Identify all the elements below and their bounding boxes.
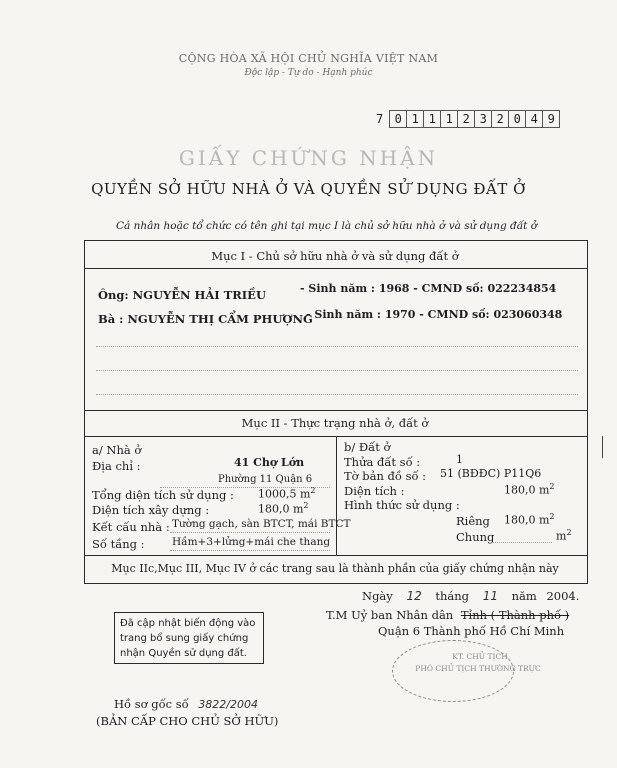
land-label: b/ Đất ở [344, 440, 391, 454]
month-value: 11 [482, 589, 498, 603]
house-label: a/ Nhà ở [92, 443, 142, 457]
intro-text: Cá nhân hoặc tổ chức có tên ghi tại mục I là chủ sở hữu nhà ở và sử dụng đất ở [116, 220, 538, 232]
structure-label: Kết cấu nhà : [92, 520, 170, 534]
private-value [504, 512, 555, 527]
superscript: 2 [303, 501, 309, 510]
land-area-label: Diện tích : [344, 484, 405, 498]
shared-value [556, 528, 572, 543]
superscript: 2 [549, 512, 555, 521]
serial-digit: 1 [441, 110, 458, 128]
day-label: Ngày [362, 589, 393, 603]
serial-digit: 1 [407, 110, 424, 128]
plot-label: Thửa đất số : [344, 455, 421, 469]
owner1-name: Ông: NGUYỄN HẢI TRIỀU [98, 288, 266, 302]
total-area-label: Tổng diện tích sử dụng : [92, 488, 234, 502]
year-value: 2004. [546, 589, 580, 603]
dotted-line [170, 550, 330, 551]
land-area-value [504, 482, 555, 497]
section2-divider-bottom [84, 555, 588, 556]
total-area-value [258, 486, 316, 501]
update-line1: Đã cập nhật biến động vào [120, 618, 256, 629]
serial-cells [389, 108, 560, 127]
section2-column-divider [336, 436, 337, 555]
month-label: tháng [435, 589, 470, 603]
superscript: 2 [549, 482, 555, 491]
superscript: 2 [566, 528, 572, 537]
private-label: Riêng [456, 514, 490, 528]
dotted-line [170, 532, 330, 533]
blank-line [96, 346, 578, 347]
shared-unit: m [556, 529, 567, 543]
serial-digit: 2 [492, 110, 509, 128]
update-line2: trang bổ sung giấy chứng [120, 633, 249, 644]
motto: Độc lập - Tự do - Hạnh phúc [244, 68, 373, 78]
serial-digit: 0 [389, 110, 407, 128]
certificate-title-faded: GIẤY CHỨNG NHẬN [178, 146, 439, 170]
build-area-label: Diện tích xây dựng : [92, 503, 210, 517]
year-label: năm [511, 589, 537, 603]
owner2-name: Bà : NGUYỄN THỊ CẨM PHƯỢNG [98, 312, 313, 326]
superscript: 2 [310, 486, 316, 495]
serial-digit: 4 [526, 110, 543, 128]
section2-heading: Mục II - Thực trạng nhà ở, đất ở [241, 416, 429, 430]
owner1-birth: - Sinh năm : 1968 - CMND số: 022234854 [300, 282, 557, 295]
build-area-value [258, 501, 309, 516]
margin-mark [602, 436, 603, 458]
ward-value: Phường 11 Quận 6 [218, 474, 313, 485]
stamp-line1: KT. CHỦ TỊCH [452, 652, 508, 661]
file-value: 3822/2004 [198, 698, 258, 711]
blank-line [96, 394, 578, 395]
authority [326, 608, 569, 622]
serial-digit: 3 [475, 110, 492, 128]
serial-digit: 1 [424, 110, 441, 128]
file-number [114, 697, 258, 711]
use-label: Hình thức sử dụng : [344, 498, 460, 512]
day-value: 12 [406, 589, 422, 603]
map-value: 51 (BĐĐC) P11Q6 [440, 467, 542, 480]
private-number: 180,0 m [504, 513, 550, 527]
blank-line [96, 370, 578, 371]
address-value: 41 Chợ Lớn [234, 456, 305, 469]
section1-divider [84, 268, 588, 269]
update-line3: nhận Quyền sử dụng đất. [120, 648, 247, 659]
section1-heading: Mục I - Chủ sở hữu nhà ở và sử dụng đất ở [211, 249, 459, 263]
serial-digit: 9 [543, 110, 560, 128]
dotted-line [492, 542, 552, 543]
issue-date [362, 589, 579, 603]
certificate-title: QUYỀN SỞ HỮU NHÀ Ở VÀ QUYỀN SỬ DỤNG ĐẤT Ở [91, 180, 526, 198]
shared-label: Chung [456, 530, 495, 544]
plot-value: 1 [456, 453, 463, 466]
floors-label: Số tầng : [92, 537, 145, 551]
section2-divider-top [84, 410, 588, 411]
country-name: CỘNG HÒA XÃ HỘI CHỦ NGHĨA VIỆT NAM [178, 52, 439, 65]
copy-note: (BẢN CẤP CHO CHỦ SỞ HỮU) [96, 714, 279, 728]
total-area-number: 1000,5 m [258, 487, 311, 501]
owner2-birth: - Sinh năm : 1970 - CMND số: 023060348 [306, 308, 563, 321]
build-area-number: 180,0 m [258, 502, 304, 516]
file-label: Hồ sơ gốc số [114, 697, 189, 711]
address-label: Địa chỉ : [92, 459, 141, 473]
serial-digit: 0 [509, 110, 526, 128]
land-area-number: 180,0 m [504, 483, 550, 497]
structure-value: Tường gạch, sàn BTCT, mái BTCT [172, 518, 351, 530]
stamp-line2: PHÓ CHỦ TỊCH THƯỜNG TRỰC [415, 664, 541, 673]
floors-value: Hầm+3+lửng+mái che thang [172, 536, 331, 548]
serial-first-digit: 7 [376, 112, 384, 126]
serial-number [376, 108, 560, 128]
serial-digit: 2 [458, 110, 475, 128]
map-label: Tờ bản đồ số : [344, 469, 427, 483]
struck-text: Tỉnh ( Thành phố ) [460, 608, 570, 622]
section2-footer: Mục IIc,Mục III, Mục IV ở các trang sau là thành phần của giấy chứng nhận này [111, 562, 559, 575]
authority-label: T.M Uỷ ban Nhân dân [326, 608, 454, 622]
district: Quận 6 Thành phố Hồ Chí Minh [378, 624, 565, 638]
